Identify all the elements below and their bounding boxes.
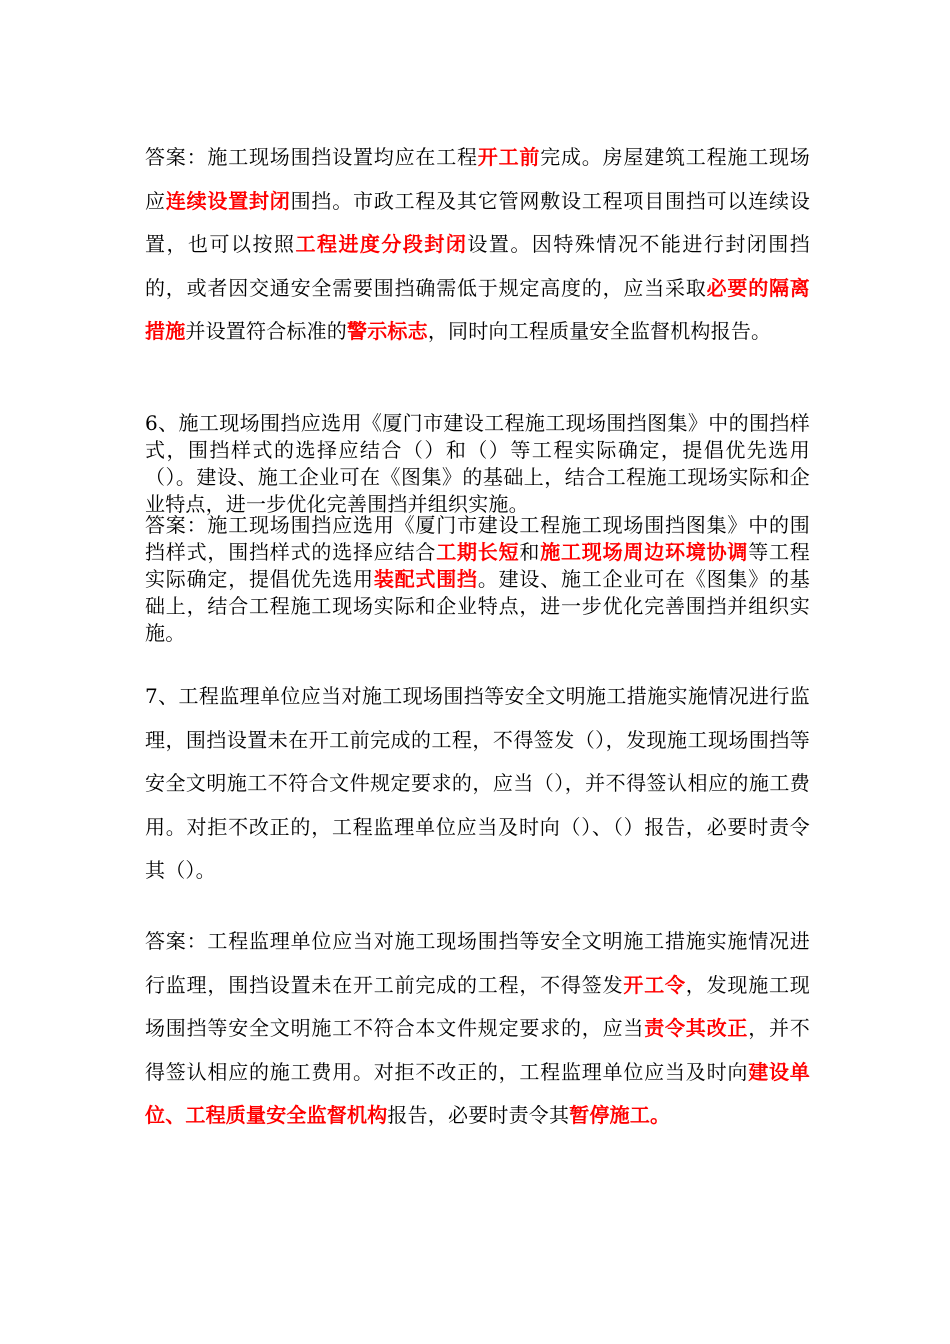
answer-text: 并设置符合标准的	[185, 319, 348, 343]
answer-text: 完成。房屋建筑工程施工现场应	[145, 145, 810, 213]
answer-text: 设置。因特殊情况不能进行封闭围挡的，或者因交通安全需要围挡确需低于规定高度的，应当采取	[145, 232, 810, 300]
answer-highlight: 警示标志	[347, 319, 428, 343]
answer-text: 答案：施工现场围挡应选用《厦门市建设工程施工现场围挡图集》中的围挡样式，围挡样式的选择应结合	[145, 513, 810, 564]
answer-text: 。建设、施工企业可在《图集》的基础上，结合工程施工现场实际和企业特点，进一步优化完善围挡并组织实施。	[145, 567, 811, 645]
answer-highlight: 开工前	[477, 145, 541, 169]
answer-highlight: 开工令	[623, 972, 686, 997]
question-7-paragraph: 7、工程监理单位应当对施工现场围挡等安全文明施工措施实施情况进行监理，围挡设置未在开工前完成的工程，不得签发（），发现施工现场围挡等安全文明施工不符合文件规定要求的，应当（），并不得签认相应的施工费用。对拒不改正的，工程监理单位应当及时向（）、（）报告，必要时责令其（）。	[145, 684, 810, 882]
answer-5-paragraph	[145, 136, 810, 354]
answer-7-paragraph	[145, 920, 810, 1138]
answer-text: 答案：工程监理单位应当对施工现场围挡等安全文明施工措施实施情况进行监理，围挡设置未在开工前完成的工程，不得签发	[145, 929, 810, 997]
answer-text: 围挡。市政工程及其它管网敷设工程项目围挡可以连续设置，也可以按照	[145, 188, 811, 256]
answer-text: ，发现施工现场围挡等安全文明施工不符合本文件规定要求的，应当	[145, 972, 810, 1040]
answer-text: 和	[519, 540, 541, 564]
answer-highlight: 施工现场周边环境协调	[540, 540, 749, 564]
answer-highlight: 责令其改正	[644, 1016, 749, 1040]
answer-highlight: 必要的隔离措施	[145, 275, 811, 343]
answer-highlight: 连续设置封闭	[165, 188, 291, 213]
answer-6-paragraph	[145, 512, 810, 647]
answer-text: ，并不得签认相应的施工费用。对拒不改正的，工程监理单位应当及时向	[145, 1016, 810, 1084]
answer-text: 等工程实际确定，提倡优先选用	[145, 540, 811, 591]
answer-highlight: 暂停施工。	[569, 1103, 671, 1127]
answer-text: ，同时向工程质量安全监督机构报告。	[427, 319, 772, 343]
answer-text: 答案：施工现场围挡设置均应在工程	[145, 145, 478, 169]
answer-highlight: 工期长短	[436, 540, 520, 564]
answer-text: 报告，必要时责令其	[387, 1103, 570, 1127]
answer-highlight: 装配式围挡	[373, 567, 478, 591]
answer-highlight: 建设单位、工程质量安全监督机构	[145, 1059, 810, 1127]
answer-highlight: 工程进度分段封闭	[295, 232, 468, 256]
question-6-paragraph: 6、施工现场围挡应选用《厦门市建设工程施工现场围挡图集》中的围挡样式，围挡样式的选择应结合（）和（）等工程实际确定，提倡优先选用（）。建设、施工企业可在《图集》的基础上，结合工程施工现场实际和企业特点，进一步优化完善围挡并组织实施。	[145, 411, 810, 516]
